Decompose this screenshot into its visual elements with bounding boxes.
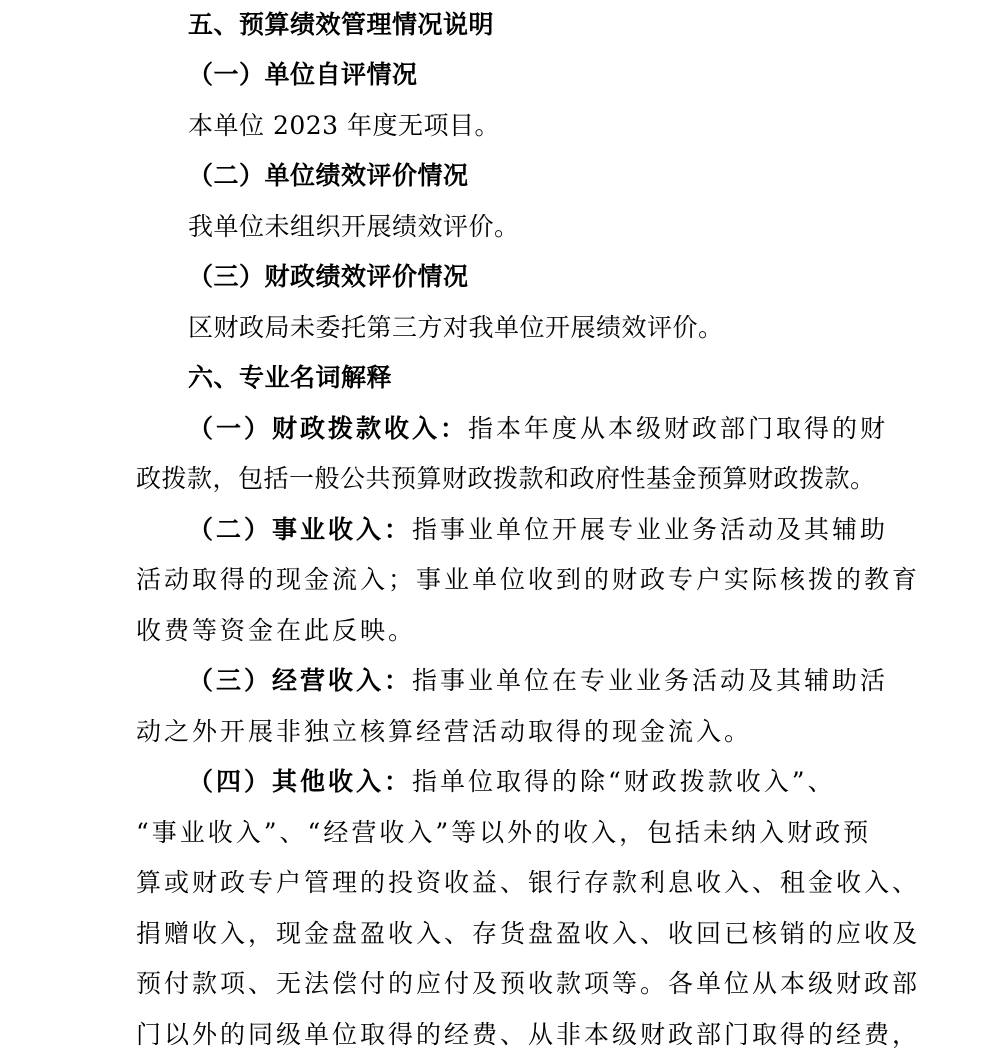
def2-line2: 活动取得的现金流入；事业单位收到的财政专户实际核拨的教育 [136, 565, 921, 594]
def4-line5: 预付款项、无法偿付的应付及预收款项等。各单位从本级财政部 [136, 969, 921, 998]
def4-line4: 捐赠收入，现金盘盈收入、存货盘盈收入、收回已核销的应收及 [136, 919, 921, 948]
section5-sub2-text: 我单位未组织开展绩效评价。 [188, 212, 520, 241]
def2-line1 [188, 513, 888, 547]
section5-heading: 五、预算绩效管理情况说明 [188, 10, 495, 39]
def1-line1 [188, 412, 888, 446]
def4-line2: “事业收入”、“经营收入”等以外的收入，包括未纳入财政预 [136, 818, 872, 847]
def4-text-1: 指单位取得的除“财政拨款收入”、 [412, 767, 836, 796]
def4-line3: 算或财政专户管理的投资收益、银行存款利息收入、租金收入、 [136, 868, 921, 897]
def1-term: （一）财政拨款收入： [188, 414, 469, 443]
section5-sub1-title: （一）单位自评情况 [188, 60, 418, 89]
def4-term: （四）其他收入： [188, 767, 413, 796]
section5-sub1-text: 本单位 2023 年度无项目。 [188, 111, 501, 140]
def4-line1 [188, 765, 836, 799]
section5-sub3-text: 区财政局未委托第三方对我单位开展绩效评价。 [188, 313, 724, 342]
section5-sub3-title: （三）财政绩效评价情况 [188, 262, 469, 291]
def1-line2: 政拨款，包括一般公共预算财政拨款和政府性基金预算财政拨款。 [136, 464, 876, 493]
def3-term: （三）经营收入： [188, 666, 413, 695]
def3-line2: 动之外开展非独立核算经营活动取得的现金流入。 [136, 717, 753, 746]
def2-term: （二）事业收入： [188, 515, 413, 544]
def4-line6: 门以外的同级单位取得的经费、从非本级财政部门取得的经费， [136, 1020, 921, 1049]
def3-line1 [188, 664, 888, 698]
def2-line3: 收费等资金在此反映。 [136, 616, 417, 645]
section6-heading: 六、专业名词解释 [188, 363, 393, 392]
section5-sub2-title: （二）单位绩效评价情况 [188, 161, 469, 190]
def1-text-1: 指本年度从本级财政部门取得的财 [468, 414, 889, 443]
def3-text-1: 指事业单位在专业业务活动及其辅助活 [412, 666, 889, 695]
def2-text-1: 指事业单位开展专业业务活动及其辅助 [412, 515, 889, 544]
